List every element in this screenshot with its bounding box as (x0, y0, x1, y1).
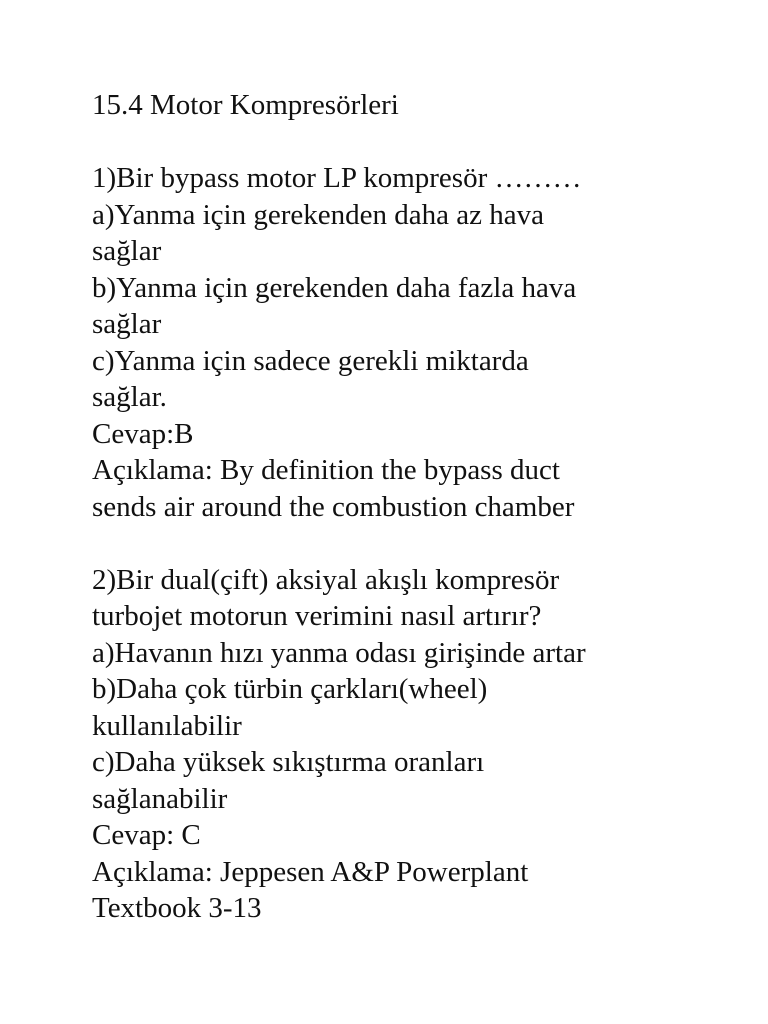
explanation-continued: sends air around the combustion chamber (92, 490, 575, 523)
question-text: 2)Bir dual(çift) aksiyal akışlı kompresör (92, 563, 560, 596)
answer: Cevap: C (92, 819, 201, 851)
explanation: Açıklama: By definition the bypass duct (92, 454, 560, 486)
option-c-continued: sağlar. (92, 381, 167, 413)
option-b: b)Yanma için gerekenden daha fazla hava (92, 271, 577, 304)
option-b-continued: kullanılabilir (92, 709, 242, 742)
option-c: c)Daha yüksek sıkıştırma oranları (92, 746, 485, 778)
option-c: c)Yanma için sadece gerekli miktarda (92, 344, 529, 377)
question-text: 1)Bir bypass motor LP kompresör ……… (92, 162, 582, 194)
option-a: a)Yanma için gerekenden daha az hava (92, 198, 544, 231)
section-title: 15.4 Motor Kompresörleri (92, 89, 399, 121)
spacer (92, 525, 752, 562)
option-b: b)Daha çok türbin çarkları(wheel) (92, 673, 488, 705)
question-block-2 (92, 562, 752, 927)
spacer (92, 124, 752, 161)
option-b-continued: sağlar (92, 308, 162, 340)
document-page (92, 87, 752, 927)
question-text-continued: turbojet motorun verimini nasıl artırır? (92, 600, 542, 632)
option-a-continued: sağlar (92, 235, 162, 267)
option-c-continued: sağlanabilir (92, 782, 228, 815)
explanation: Açıklama: Jeppesen A&P Powerplant (92, 855, 529, 888)
answer: Cevap:B (92, 417, 194, 450)
question-block-1 (92, 160, 752, 525)
option-a: a)Havanın hızı yanma odası girişinde artar (92, 636, 586, 669)
explanation-continued: Textbook 3-13 (92, 892, 262, 924)
